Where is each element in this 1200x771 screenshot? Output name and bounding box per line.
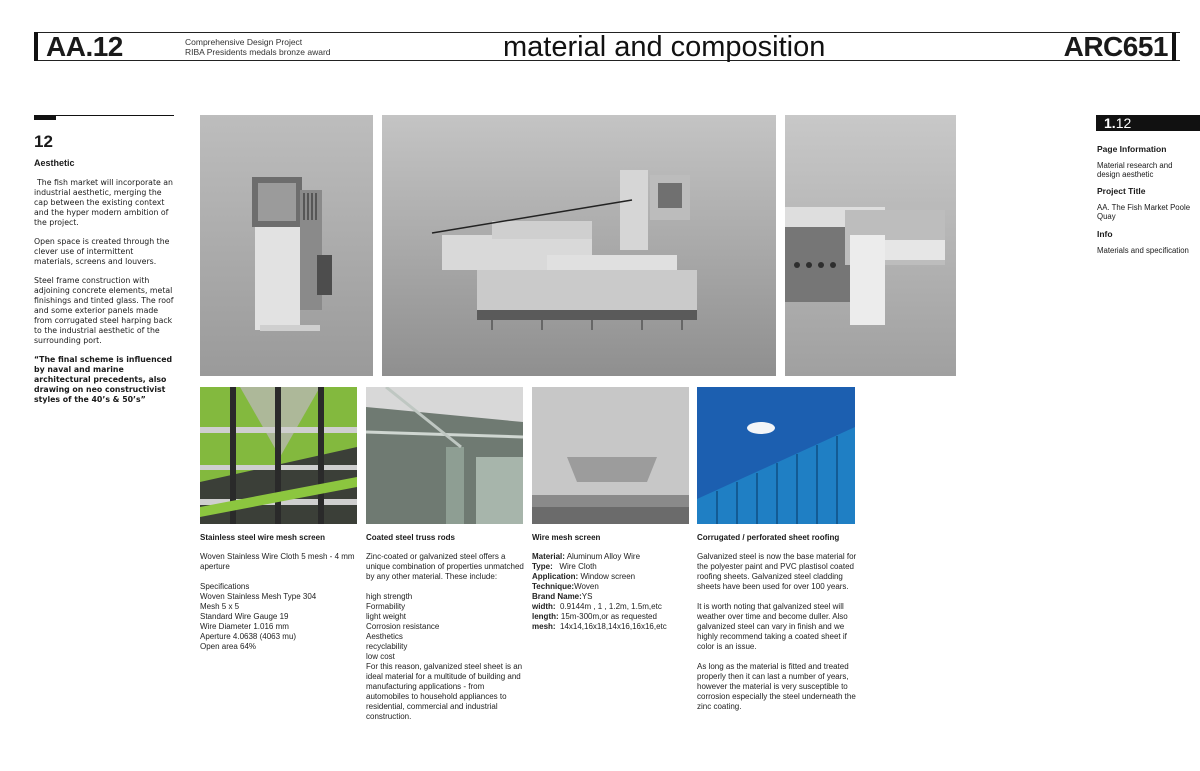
- property-line: high strength: [366, 592, 413, 601]
- spec-key: Material:: [532, 552, 565, 561]
- header-subtitle: [185, 38, 331, 57]
- material-4-text: [697, 552, 859, 722]
- page-number-badge: [1096, 115, 1200, 131]
- page-title: material and composition: [503, 31, 826, 63]
- spec-key: Brand Name:: [532, 592, 582, 601]
- aesthetic-paragraph-1: The fish market will incorporate an industrial aesthetic, merging the cap between the existing context and the hyper modern ambition of the project.: [34, 178, 173, 227]
- section-number: 12: [34, 132, 53, 151]
- module-code-left: AA.12: [46, 31, 123, 62]
- spec-value: YS: [581, 592, 593, 601]
- spec-row: [532, 562, 694, 572]
- subtitle-line-1: Comprehensive Design Project: [185, 37, 303, 47]
- page-information: [1097, 145, 1192, 255]
- spec-row: [532, 602, 694, 612]
- spec-value: 15m-300m,or as requested: [558, 612, 657, 621]
- project-title-label: Project Title: [1097, 186, 1146, 197]
- material-photo-wire-mesh: [532, 387, 689, 524]
- aesthetic-paragraph-3: Steel frame construction with adjoining concrete elements, metal finishings and tinted glass. The roof and some exterior panels made from corrugated steel harping back to the industrial aesthetic of the surrounding port.: [34, 276, 174, 345]
- material-2-text: [366, 552, 526, 722]
- property-line: low cost: [366, 652, 395, 661]
- property-line: Corrosion resistance: [366, 622, 440, 631]
- spec-key: width:: [532, 602, 556, 611]
- info-value: Materials and specification: [1097, 245, 1189, 255]
- left-column-marker: [34, 115, 56, 120]
- material-2-title: Coated steel truss rods: [366, 533, 455, 542]
- spec-line: Woven Stainless Mesh Type 304: [200, 592, 317, 601]
- material-4-paragraph-3: As long as the material is fitted and treated properly then it can last a number of years, however the material is very susceptible to corrosion especially the steel underneath the zinc coating.: [697, 662, 856, 711]
- material-photo-truss-rods: [366, 387, 523, 524]
- material-3-title: Wire mesh screen: [532, 533, 601, 542]
- model-photo-tower: [200, 115, 373, 376]
- page-info-value: Material research and design aesthetic: [1097, 160, 1173, 179]
- subtitle-line-2: RIBA Presidents medals bronze award: [185, 46, 331, 57]
- spec-key: Technique:: [532, 582, 575, 591]
- spec-value: 0.9144m , 1 , 1.2m, 1.5m,etc: [555, 602, 662, 611]
- header-right-bar: [1172, 32, 1176, 61]
- property-line: recyclability: [366, 642, 408, 651]
- spec-row: [532, 622, 694, 632]
- material-3-specs: [532, 552, 694, 632]
- left-column-rule: [56, 115, 174, 116]
- spec-value: Aluminum Alloy Wire: [564, 552, 641, 561]
- material-1-text: [200, 552, 362, 652]
- spec-key: Application:: [532, 572, 579, 581]
- project-title-value: AA. The Fish Market Poole Quay: [1097, 203, 1191, 221]
- material-2-outro: For this reason, galvanized steel sheet is an ideal material for a multitude of building and manufacturing applications - from automobiles to household appliances to residential, commercial and industrial construction.: [366, 662, 523, 721]
- spec-line: Wire Diameter 1.016 mm: [200, 622, 289, 631]
- material-photo-corrugated-roof: [697, 387, 855, 524]
- material-1-title: Stainless steel wire mesh screen: [200, 533, 325, 542]
- material-1-intro: Woven Stainless Wire Cloth 5 mesh - 4 mm aperture: [200, 552, 355, 571]
- spec-line: Aperture 4.0638 (4063 mu): [200, 632, 297, 641]
- spec-key: length:: [532, 612, 559, 621]
- property-line: Aesthetics: [366, 632, 403, 641]
- section-heading: Aesthetic: [34, 158, 75, 168]
- info-label: Info: [1097, 228, 1113, 239]
- spec-value: Window screen: [578, 572, 636, 581]
- material-2-intro: Zinc-coated or galvanized steel offers a unique combination of properties unmatched by any other material. These include:: [366, 552, 524, 581]
- material-4-paragraph-1: Galvanized steel is now the base material for the polyester paint and PVC plastisol coated roofing sheets. Galvanized steel cladding sheets have been used for over 100 years.: [697, 552, 857, 591]
- aesthetic-paragraph-2: Open space is created through the clever use of intermittent materials, screens and louvers.: [34, 237, 170, 266]
- property-line: Formability: [366, 602, 406, 611]
- model-photo-main: [382, 115, 776, 376]
- material-2-properties: [366, 592, 526, 662]
- spec-key: mesh:: [532, 622, 556, 631]
- material-4-title: Corrugated / perforated sheet roofing: [697, 533, 840, 542]
- spec-row: [532, 572, 694, 582]
- spec-row: [532, 582, 694, 592]
- header-left-bar: [34, 32, 38, 61]
- property-line: light weight: [366, 612, 407, 621]
- spec-row: [532, 552, 694, 562]
- model-photo-detail: [785, 115, 956, 376]
- spec-line: Specifications: [200, 582, 250, 591]
- spec-value: 14x14,16x18,14x16,16x16,etc: [555, 622, 667, 631]
- spec-line: Mesh 5 x 5: [200, 602, 240, 611]
- material-photo-steel-mesh: [200, 387, 357, 524]
- module-code-right: ARC651: [1063, 31, 1168, 62]
- spec-line: Open area 64%: [200, 642, 257, 651]
- spec-line: Standard Wire Gauge 19: [200, 612, 289, 621]
- spec-row: [532, 592, 694, 602]
- spec-key: Type:: [532, 562, 553, 571]
- material-4-paragraph-2: It is worth noting that galvanized steel will weather over time and become duller. Also galvanized steel can vary in finish and we highly recommend taking a coated sheet if color is an issue.: [697, 602, 848, 651]
- badge-bold: 1.: [1104, 115, 1116, 131]
- page-info-label: Page Information: [1097, 144, 1167, 154]
- material-1-specs: [200, 582, 362, 652]
- spec-value: Wire Cloth: [552, 562, 597, 571]
- spec-row: [532, 612, 694, 622]
- aesthetic-quote: “The final scheme is influenced by naval and marine architectural precedents, also drawing on neo constructivist styles of the 40’s & 50’s”: [34, 355, 173, 404]
- spec-value: Woven: [574, 582, 599, 591]
- badge-rest: 12: [1115, 115, 1132, 131]
- aesthetic-text: [34, 178, 174, 414]
